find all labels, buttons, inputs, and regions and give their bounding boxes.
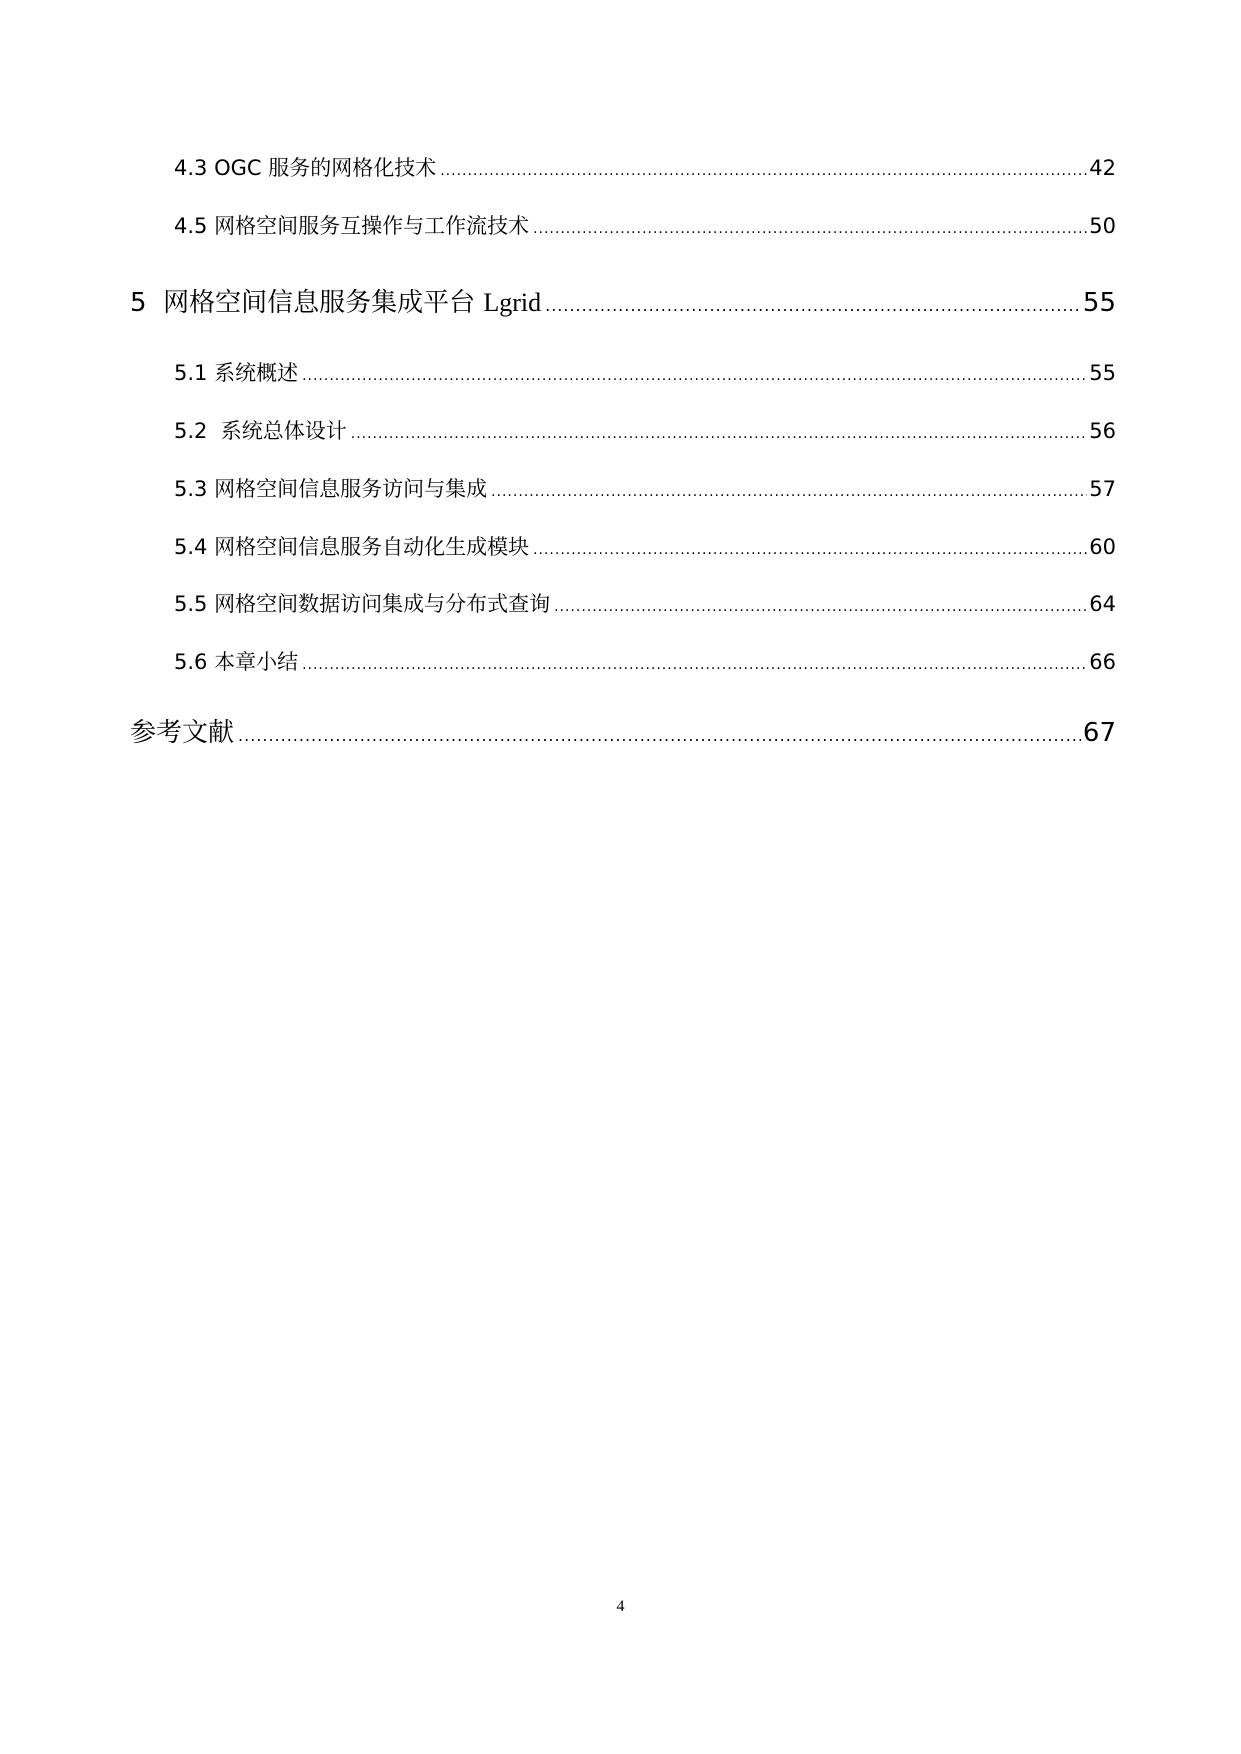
toc-entry-5-3[interactable]: [174, 473, 1116, 503]
toc-entry-page: 55: [1089, 361, 1116, 385]
toc-chapter-label: 参考文献: [130, 718, 235, 748]
toc-chapter-page: 55: [1082, 288, 1116, 318]
toc-entry-page: 42: [1089, 156, 1116, 180]
toc-entry-label: 4.3 OGC 服务的网格化技术: [174, 156, 437, 180]
page-number: 4: [616, 1598, 625, 1615]
toc-entry-5-4[interactable]: [174, 531, 1116, 561]
toc-entry-label: 5.2 系统总体设计: [174, 419, 347, 443]
toc-entry-5-6[interactable]: [174, 646, 1116, 676]
toc-entry-label: 5.5 网格空间数据访问集成与分布式查询: [174, 592, 551, 616]
dot-leader: [302, 368, 1087, 384]
toc-entry-label: 5.3 网格空间信息服务访问与集成: [174, 477, 488, 501]
dot-leader: [491, 484, 1087, 500]
chapter-title-latin: Lgrid: [483, 288, 542, 317]
toc-entry-page: 60: [1089, 535, 1116, 559]
dot-leader: [302, 657, 1087, 673]
toc-entry-4-5[interactable]: [174, 210, 1116, 240]
toc-entry-4-3[interactable]: [174, 152, 1116, 182]
toc-entry-5-5[interactable]: [174, 588, 1116, 618]
toc-entry-page: 56: [1089, 419, 1116, 443]
toc-entry-label: 5.4 网格空间信息服务自动化生成模块: [174, 535, 530, 559]
toc-entry-label: 5.6 本章小结: [174, 650, 299, 674]
dot-leader: [440, 163, 1087, 179]
dot-leader: [238, 726, 1081, 745]
toc-entry-label: 4.5 网格空间服务互操作与工作流技术: [174, 214, 530, 238]
toc-entry-page: 50: [1089, 214, 1116, 238]
dot-leader: [545, 296, 1081, 315]
dot-leader: [554, 599, 1087, 615]
toc-references[interactable]: [130, 712, 1116, 749]
toc-entry-page: 66: [1089, 650, 1116, 674]
toc-chapter-page: 67: [1082, 718, 1116, 748]
dot-leader: [351, 426, 1088, 442]
toc-chapter-5[interactable]: [130, 282, 1116, 319]
dot-leader: [533, 542, 1087, 558]
toc-chapter-label: [130, 282, 545, 319]
chapter-number: 5: [130, 288, 147, 318]
toc-entry-label: 5.1 系统概述: [174, 361, 299, 385]
toc-entry-page: 64: [1089, 592, 1116, 616]
toc-entry-5-1[interactable]: [174, 357, 1116, 387]
chapter-title: 网格空间信息服务集成平台: [163, 288, 476, 318]
dot-leader: [533, 221, 1087, 237]
toc-entry-5-2[interactable]: [174, 415, 1116, 445]
toc-entry-page: 57: [1089, 477, 1116, 501]
